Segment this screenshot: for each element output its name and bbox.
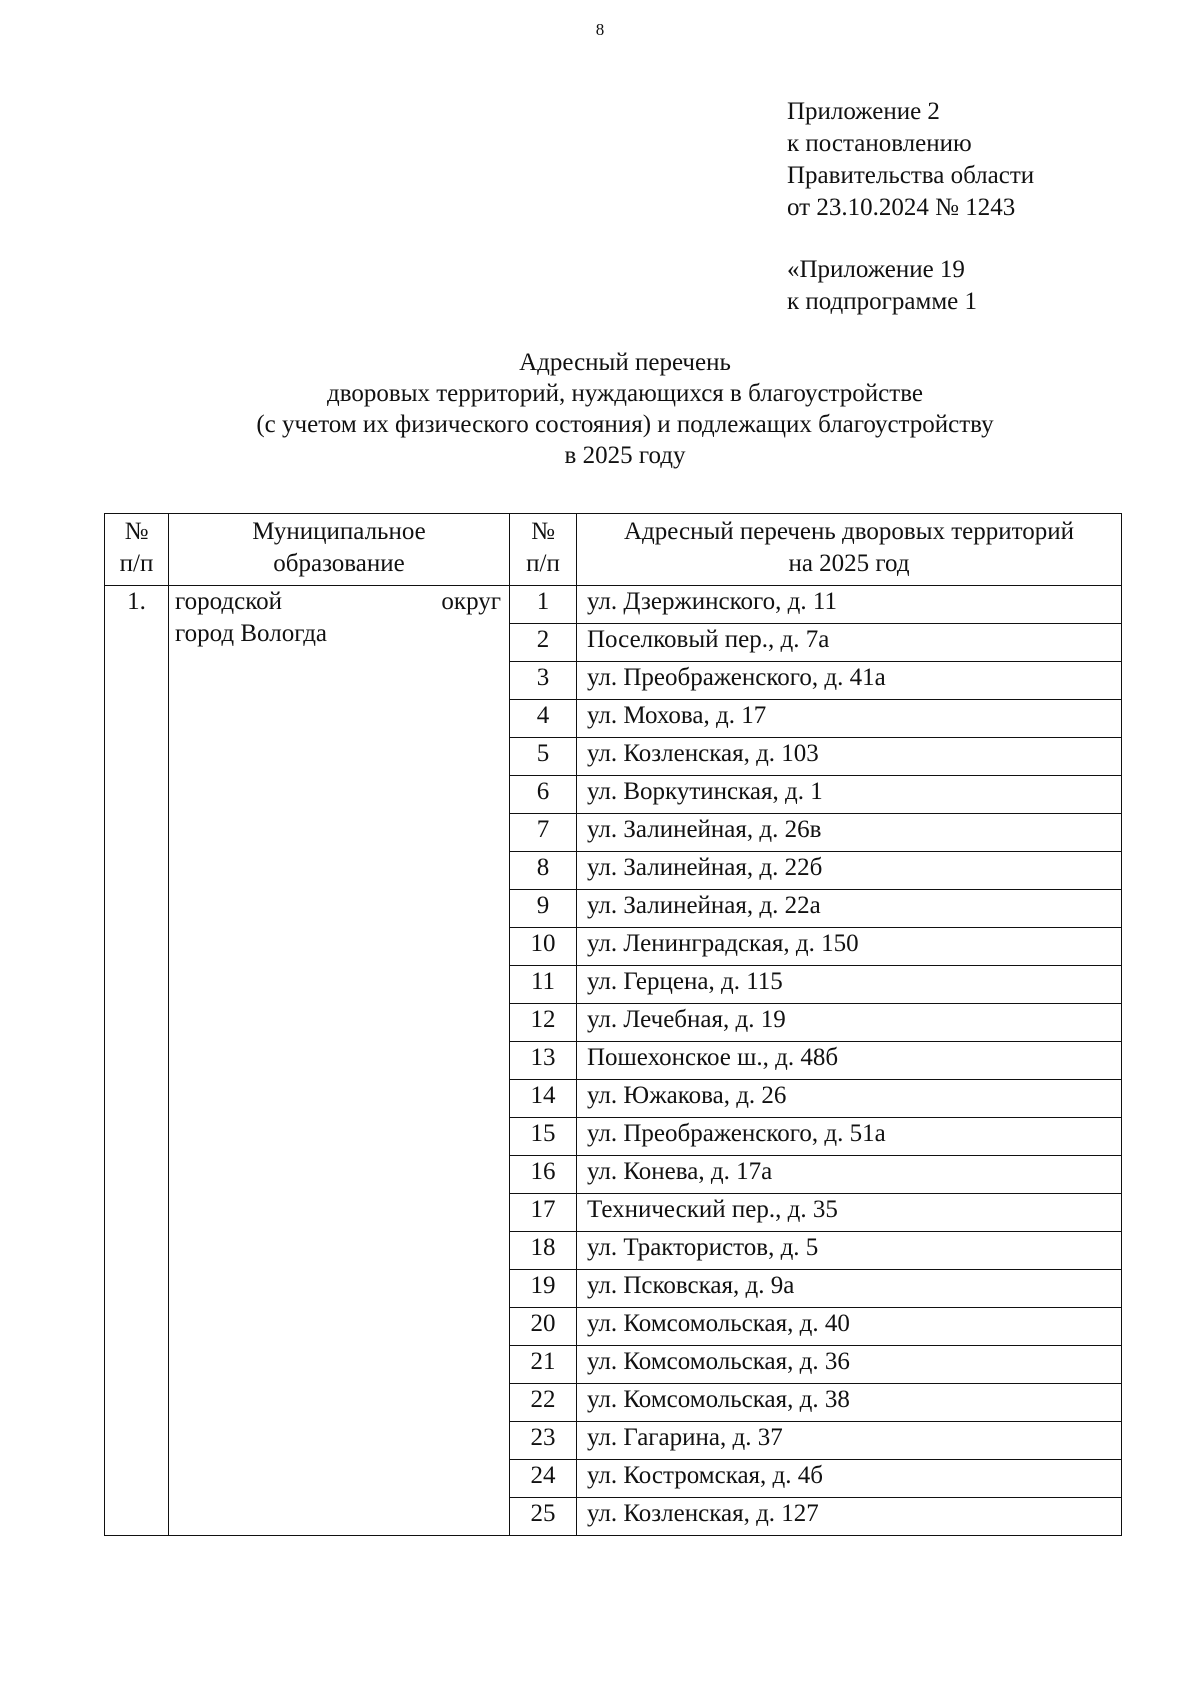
row-number: 17 [510,1194,577,1232]
header-address-line1: Адресный перечень дворовых территорий [624,518,1074,545]
row-number: 23 [510,1422,577,1460]
appendix-line: к постановлению [787,130,972,157]
header-sub-num [510,514,577,586]
row-address: ул. Костромская, д. 4б [577,1460,1122,1498]
row-address: ул. Преображенского, д. 41а [577,662,1122,700]
row-number: 18 [510,1232,577,1270]
page-number: 8 [595,20,605,39]
row-number: 13 [510,1042,577,1080]
row-number: 9 [510,890,577,928]
row-number: 11 [510,966,577,1004]
row-number: 15 [510,1118,577,1156]
appendix-ref-line: «Приложение 19 [787,256,965,283]
row-number: 14 [510,1080,577,1118]
header-num-line2: п/п [119,550,154,577]
row-number: 16 [510,1156,577,1194]
address-table [104,513,1122,1536]
title-line: Адресный перечень [519,349,731,376]
row-number: 5 [510,738,577,776]
appendix-line: Приложение 2 [787,98,940,125]
row-address: ул. Трактористов, д. 5 [577,1232,1122,1270]
row-address: ул. Преображенского, д. 51а [577,1118,1122,1156]
header-sub-num-line2: п/п [526,550,560,577]
header-sub-num-line1: № [531,518,555,545]
row-address: ул. Залинейная, д. 22б [577,852,1122,890]
header-municipality-line2: образование [273,550,405,577]
appendix-line: от 23.10.2024 № 1243 [787,194,1016,221]
row-number: 7 [510,814,577,852]
row-address: ул. Козленская, д. 103 [577,738,1122,776]
table-row [105,586,1122,624]
header-num-line1: № [124,518,149,545]
municipality-word: округ [441,588,501,615]
appendix-block [787,96,1034,318]
header-address-line2: на 2025 год [788,550,910,577]
row-address: ул. Псковская, д. 9а [577,1270,1122,1308]
row-number: 21 [510,1346,577,1384]
title-line: в 2025 году [564,442,686,469]
row-number: 6 [510,776,577,814]
header-municipality [169,514,510,586]
row-address: ул. Ленинградская, д. 150 [577,928,1122,966]
row-number: 20 [510,1308,577,1346]
row-number: 10 [510,928,577,966]
row-number: 19 [510,1270,577,1308]
row-address: ул. Мохова, д. 17 [577,700,1122,738]
row-number: 25 [510,1498,577,1536]
row-number: 1 [510,586,577,624]
row-number: 3 [510,662,577,700]
row-address: ул. Герцена, д. 115 [577,966,1122,1004]
table-header-row [105,514,1122,586]
row-number: 8 [510,852,577,890]
row-address: ул. Комсомольская, д. 40 [577,1308,1122,1346]
document-title [100,347,1150,471]
header-municipality-line1: Муниципальное [252,518,426,545]
header-num [105,514,169,586]
row-address: Пошехонское ш., д. 48б [577,1042,1122,1080]
row-address: ул. Залинейная, д. 26в [577,814,1122,852]
row-address: ул. Воркутинская, д. 1 [577,776,1122,814]
row-address: ул. Южакова, д. 26 [577,1080,1122,1118]
appendix-ref-line: к подпрограмме 1 [787,288,977,315]
municipality-word: городской [175,588,282,615]
row-address: ул. Залинейная, д. 22а [577,890,1122,928]
title-line: дворовых территорий, нуждающихся в благоустройстве [327,380,923,407]
row-address: Поселковый пер., д. 7а [577,624,1122,662]
row-number: 22 [510,1384,577,1422]
row-address: ул. Козленская, д. 127 [577,1498,1122,1536]
title-line: (с учетом их физического состояния) и подлежащих благоустройству [256,411,994,438]
header-address [577,514,1122,586]
row-address: ул. Комсомольская, д. 38 [577,1384,1122,1422]
row-address: ул. Гагарина, д. 37 [577,1422,1122,1460]
municipality-line2: город Вологда [175,620,328,647]
row-number: 2 [510,624,577,662]
row-number: 24 [510,1460,577,1498]
row-number: 4 [510,700,577,738]
row-address: ул. Лечебная, д. 19 [577,1004,1122,1042]
group-num-cell: 1. [105,586,169,1536]
municipality-cell [169,586,510,1536]
appendix-line: Правительства области [787,162,1035,189]
table-body [105,586,1122,1536]
row-number: 12 [510,1004,577,1042]
row-address: ул. Комсомольская, д. 36 [577,1346,1122,1384]
row-address: Технический пер., д. 35 [577,1194,1122,1232]
row-address: ул. Конева, д. 17а [577,1156,1122,1194]
row-address: ул. Дзержинского, д. 11 [577,586,1122,624]
